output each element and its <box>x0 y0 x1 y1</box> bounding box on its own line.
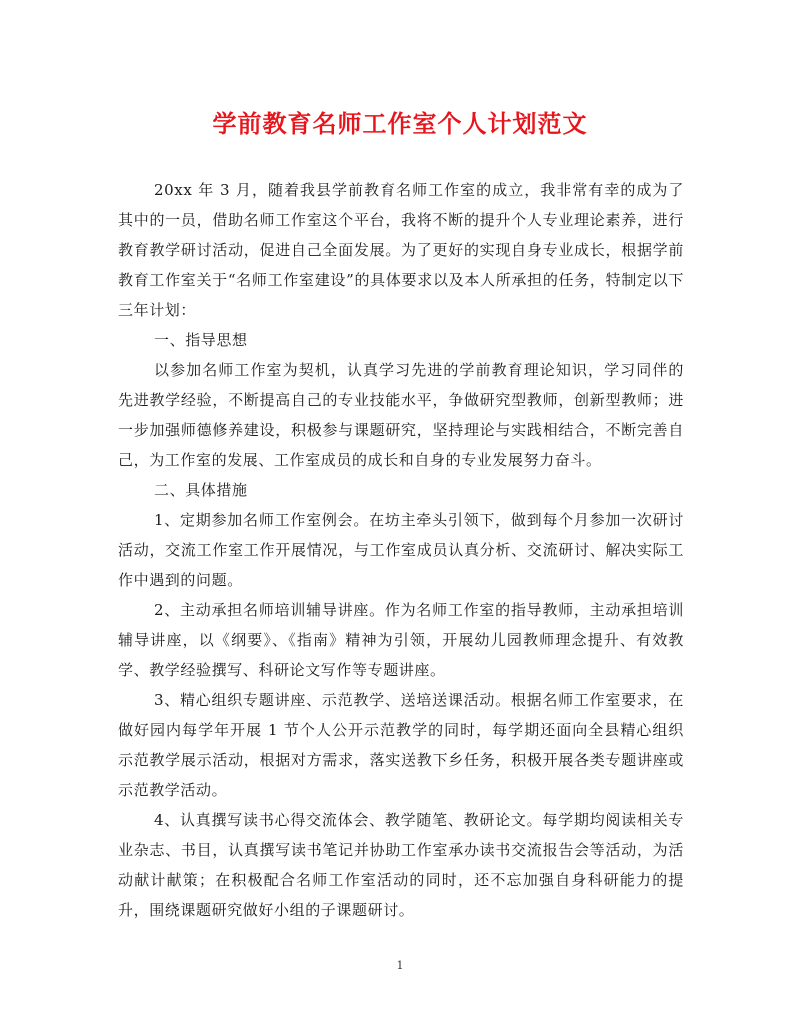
section-heading-guiding-ideology: 一、指导思想 <box>154 331 248 349</box>
paragraph-measure-2: 2、主动承担名师培训辅导讲座。作为名师工作室的指导教师，主动承担培训辅导讲座，以《纲要》、《指南》精神为引领，开展幼儿园教师理念提升、有效教学、教学经验撰写、科研论文写作等专题讲座。 <box>118 601 684 679</box>
page-number: 1 <box>396 959 404 972</box>
section-heading-specific-measures: 二、具体措施 <box>154 481 248 499</box>
paragraph-intro: 20xx 年 3 月，随着我县学前教育名师工作室的成立，我非常有幸的成为了其中的一员，借助名师工作室这个平台，我将不断的提升个人专业理论素养，进行教育教学研讨活动，促进自己全面发展。为了更好的实现自身专业成长，根据学前教育工作室关于“名师工作室建设”的具体要求以及本人所承担的任务，特制定以下三年计划： <box>118 181 684 319</box>
document-title: 学前教育名师工作室个人计划范文 <box>212 109 588 138</box>
paragraph-guiding-ideology: 以参加名师工作室为契机，认真学习先进的学前教育理论知识，学习同伴的先进教学经验，不断提高自己的专业技能水平，争做研究型教师，创新型教师；进一步加强师德修养建设，积极参与课题研究，坚持理论与实践相结合，不断完善自己，为工作室的发展、工作室成员的成长和自身的专业发展努力奋斗。 <box>118 361 684 469</box>
paragraph-measure-1: 1、定期参加名师工作室例会。在坊主牵头引领下，做到每个月参加一次研讨活动，交流工作室工作开展情况，与工作室成员认真分析、交流研讨、解决实际工作中遇到的问题。 <box>118 511 684 589</box>
paragraph-measure-3: 3、精心组织专题讲座、示范教学、送培送课活动。根据名师工作室要求，在做好园内每学年开展 1 节个人公开示范教学的同时，每学期还面向全县精心组织示范教学展示活动，根据对方需求，落实送教下乡任务，积极开展各类专题讲座或示范教学活动。 <box>118 691 684 799</box>
paragraph-measure-4: 4、认真撰写读书心得交流体会、教学随笔、教研论文。每学期均阅读相关专业杂志、书目，认真撰写读书笔记并协助工作室承办读书交流报告会等活动，为活动献计献策；在积极配合名师工作室活动的同时，还不忘加强自身科研能力的提升，围绕课题研究做好小组的子课题研讨。 <box>118 811 684 919</box>
document-body <box>118 175 684 925</box>
